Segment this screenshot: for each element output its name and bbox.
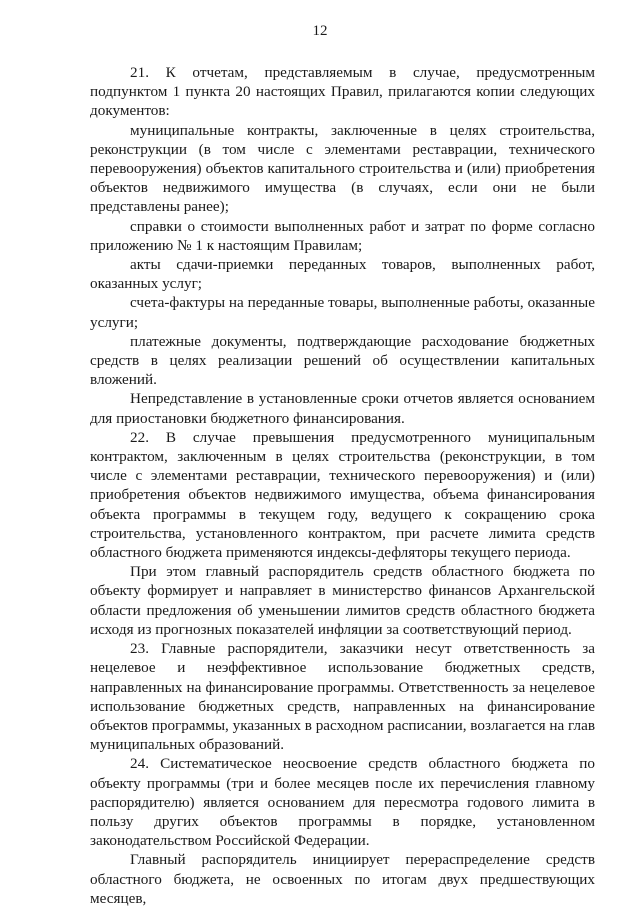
paragraph-22: 22. В случае превышения предусмотренного муниципальным контрактом, заключенным в целях строительства (реконструкции, в том числе с элементами реставрации, технического перевооружения) и (или) приобретения объектов недвижимого имущества, объема финансирования объекта программы в текущем году, ведущего к сокращению срока строительства, установленного контрактом, при расчете лимита средств областного бюджета применяются индексы-дефляторы текущего периода.: [90, 428, 595, 562]
paragraph-contracts: муниципальные контракты, заключенные в целях строительства, реконструкции (в том числе с элементами реставрации, технического перевооружения) объектов капитального строительства и (или) приобретения объектов недвижимого имущества (в случаях, если они не были представлены ранее);: [90, 121, 595, 216]
paragraph-non-submission: Непредставление в установленные сроки отчетов является основанием для приостановки бюджетного финансирования.: [90, 390, 595, 427]
paragraph-22-limits: При этом главный распорядитель средств областного бюджета по объекту формирует и направляет в министерство финансов Архангельской области предложения об уменьшении лимитов средств областного бюджета исходя из прогнозных показателей инфляции за соответствующий период.: [90, 563, 595, 638]
paragraph-redistribution: Главный распорядитель инициирует перераспределение средств областного бюджета, не освоенных по итогам двух предшествующих месяцев,: [90, 851, 595, 907]
page-number: 12: [312, 23, 328, 39]
paragraph-cost-statements: справки о стоимости выполненных работ и затрат по форме согласно приложению № 1 к настоящим Правилам;: [90, 217, 595, 254]
paragraph-payment-documents: платежные документы, подтверждающие расходование бюджетных средств в целях реализации решений об осуществлении капитальных вложений.: [90, 332, 595, 389]
paragraph-23: 23. Главные распорядители, заказчики несут ответственность за нецелевое и неэффективное использование бюджетных средств, направленных на финансирование программы. Ответственность за нецелевое использование бюджетных средств, направленных на финансирование объектов программы, указанных в расходном расписании, возлагается на глав муниципальных образований.: [90, 640, 595, 754]
document-body: [90, 63, 595, 908]
paragraph-acceptance-acts: акты сдачи-приемки переданных товаров, выполненных работ, оказанных услуг;: [90, 256, 595, 293]
paragraph-invoices: счета-фактуры на переданные товары, выполненные работы, оказанные услуги;: [90, 294, 595, 331]
paragraph-21-intro: 21. К отчетам, представляемым в случае, предусмотренным подпунктом 1 пункта 20 настоящих Правил, прилагаются копии следующих документов:: [90, 64, 595, 120]
paragraph-24: 24. Систематическое неосвоение средств областного бюджета по объекту программы (три и более месяцев после их перечисления главному распорядителю) является основанием для пересмотра годового лимита в пользу других объектов программы в порядке, установленном законодательством Российской Федерации.: [90, 755, 595, 850]
